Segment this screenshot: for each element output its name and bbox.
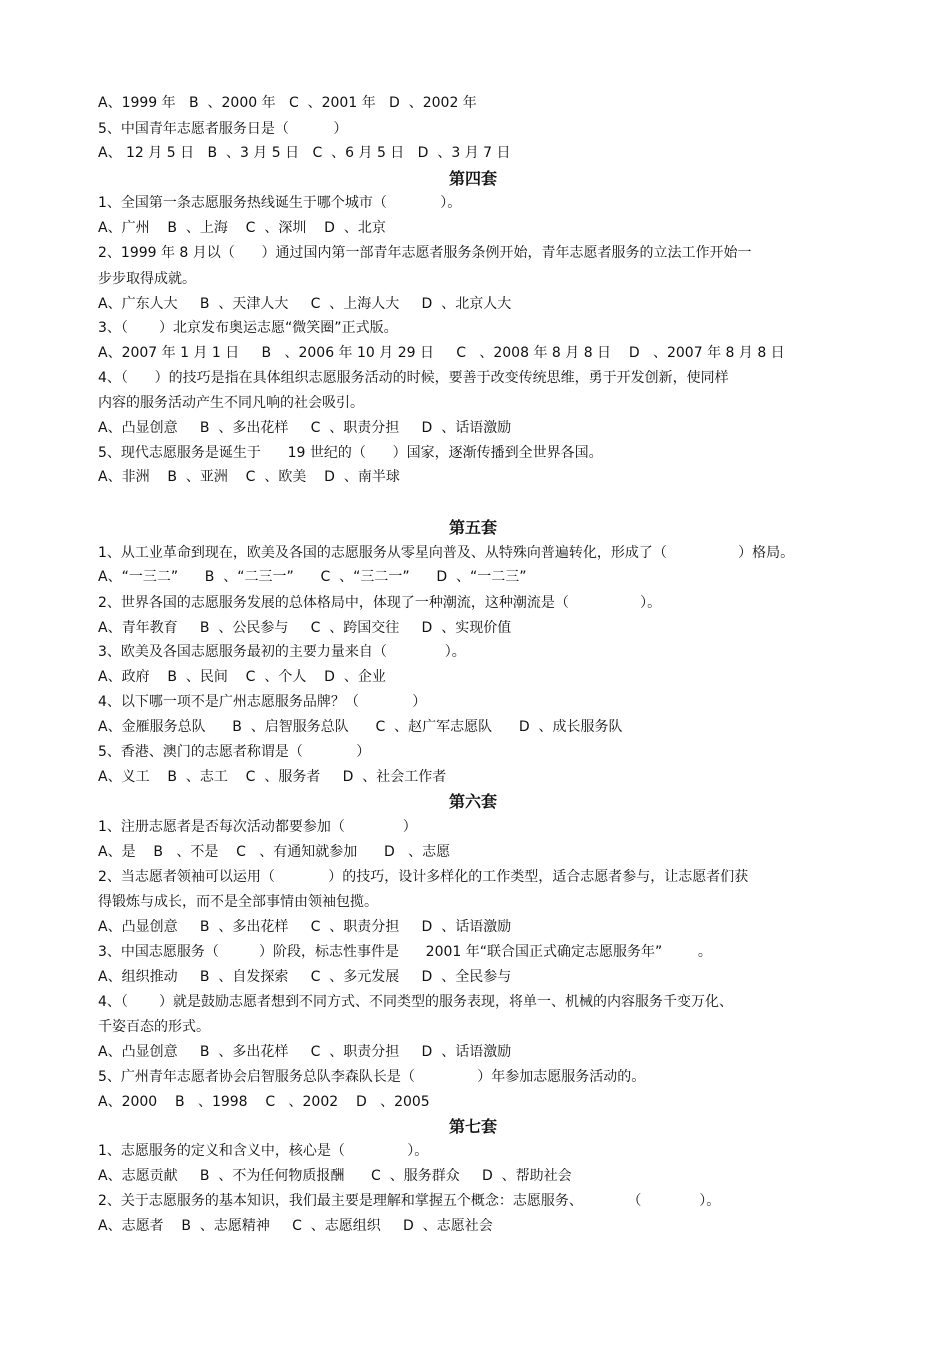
set6-q2-options: A、凸显创意 B 、多出花样 C 、职责分担 D 、话语激励 (98, 919, 512, 935)
set4-q3-options: A、2007 年 1 月 1 日 B 、2006 年 10 月 29 日 C 、2008 年 8 月 8 日 D 、2007 年 8 月 8 日 (98, 345, 785, 361)
set4-q1-question: 1、全国第一条志愿服务热线诞生于哪个城市（ ）。 (98, 195, 462, 211)
section-title-set-7: 第七套 (448, 1117, 497, 1136)
set4-q5-options: A、非洲 B 、亚洲 C 、欧美 D 、南半球 (98, 469, 400, 485)
section-title-set-6: 第六套 (448, 792, 497, 811)
section-title-set-4: 第四套 (448, 169, 497, 188)
set5-q3-question: 3、欧美及各国志愿服务最初的主要力量来自（ ）。 (98, 644, 466, 660)
set7-q2-question: 2、关于志愿服务的基本知识，我们最主要是理解和掌握五个概念：志愿服务、 （ ）。 (98, 1193, 721, 1209)
set6-q4-question: 4、（ ）就是鼓励志愿者想到不同方式、不同类型的服务表现，将单一、机械的内容服务千变万化、 (98, 994, 734, 1010)
set6-q5-options: A、2000 B 、1998 C 、2002 D 、2005 (98, 1094, 430, 1110)
set7-q1-question: 1、志愿服务的定义和含义中，核心是（ ）。 (98, 1143, 429, 1159)
prev-q5-question: 5、中国青年志愿者服务日是（ ） (98, 121, 348, 137)
set4-q4-question-cont: 内容的服务活动产生不同凡响的社会吸引。 (98, 395, 364, 411)
set6-q1-options: A、是 B 、不是 C 、有通知就参加 D 、志愿 (98, 844, 451, 860)
set5-q4-question: 4、以下哪一项不是广州志愿服务品牌？（ ） (98, 694, 427, 710)
set4-q4-question: 4、（ ）的技巧是指在具体组织志愿服务活动的时候，要善于改变传统思维，勇于开发创新，使同样 (98, 370, 729, 386)
set4-q2-options: A、广东人大 B 、天津人大 C 、上海人大 D 、北京人大 (98, 296, 512, 312)
set5-q4-options: A、金雁服务总队 B 、启智服务总队 C 、赵广军志愿队 D 、成长服务队 (98, 719, 623, 735)
prev-q4-options: A、1999 年 B 、2000 年 C 、2001 年 D 、2002 年 (98, 95, 477, 111)
prev-q5-options: A、 12 月 5 日 B 、3 月 5 日 C 、6 月 5 日 D 、3 月 7 日 (98, 145, 511, 161)
set6-q1-question: 1、注册志愿者是否每次活动都要参加（ ） (98, 819, 417, 835)
set5-q2-question: 2、世界各国的志愿服务发展的总体格局中，体现了一种潮流，这种潮流是（ ）。 (98, 595, 662, 611)
set4-q2-question-cont: 步步取得成就。 (98, 271, 196, 287)
set4-q2-question: 2、1999 年 8 月以（ ）通过国内第一部青年志愿者服务条例开始，青年志愿者服务的立法工作开始一 (98, 245, 752, 261)
set4-q1-options: A、广州 B 、上海 C 、深圳 D 、北京 (98, 220, 386, 236)
set7-q1-options: A、志愿贡献 B 、不为任何物质报酬 C 、服务群众 D 、帮助社会 (98, 1168, 572, 1184)
set6-q2-question-cont: 得锻炼与成长，而不是全部事情由领袖包揽。 (98, 894, 378, 910)
set7-q2-options: A、志愿者 B 、志愿精神 C 、志愿组织 D 、志愿社会 (98, 1218, 493, 1234)
set5-q3-options: A、政府 B 、民间 C 、个人 D 、企业 (98, 669, 386, 685)
set6-q4-question-cont: 千姿百态的形式。 (98, 1019, 210, 1035)
set5-q5-question: 5、香港、澳门的志愿者称谓是（ ） (98, 744, 371, 760)
set6-q3-options: A、组织推动 B 、自发探索 C 、多元发展 D 、全民参与 (98, 969, 512, 985)
set6-q4-options: A、凸显创意 B 、多出花样 C 、职责分担 D 、话语激励 (98, 1044, 512, 1060)
set4-q4-options: A、凸显创意 B 、多出花样 C 、职责分担 D 、话语激励 (98, 420, 512, 436)
set6-q2-question: 2、当志愿者领袖可以运用（ ）的技巧，设计多样化的工作类型，适合志愿者参与，让志愿者们获 (98, 869, 749, 885)
set4-q3-question: 3、（ ）北京发布奥运志愿“微笑圈”正式版。 (98, 320, 398, 336)
set6-q3-question: 3、中国志愿服务（ ）阶段，标志性事件是 2001 年“联合国正式确定志愿服务年” 。 (98, 944, 712, 960)
set4-q5-question: 5、现代志愿服务是诞生于 19 世纪的（ ）国家，逐渐传播到全世界各国。 (98, 445, 603, 461)
set5-q2-options: A、青年教育 B 、公民参与 C 、跨国交往 D 、实现价值 (98, 620, 512, 636)
set6-q5-question: 5、广州青年志愿者协会启智服务总队李森队长是（ ）年参加志愿服务活动的。 (98, 1069, 646, 1085)
set5-q1-question: 1、从工业革命到现在，欧美及各国的志愿服务从零星向普及、从特殊向普遍转化，形成了（ ）格局。 (98, 545, 795, 561)
section-title-set-5: 第五套 (448, 518, 497, 537)
set5-q5-options: A、义工 B 、志工 C 、服务者 D 、社会工作者 (98, 769, 447, 785)
set5-q1-options: A、“一三二” B 、“二三一” C 、“三二一” D 、“一二三” (98, 569, 527, 585)
